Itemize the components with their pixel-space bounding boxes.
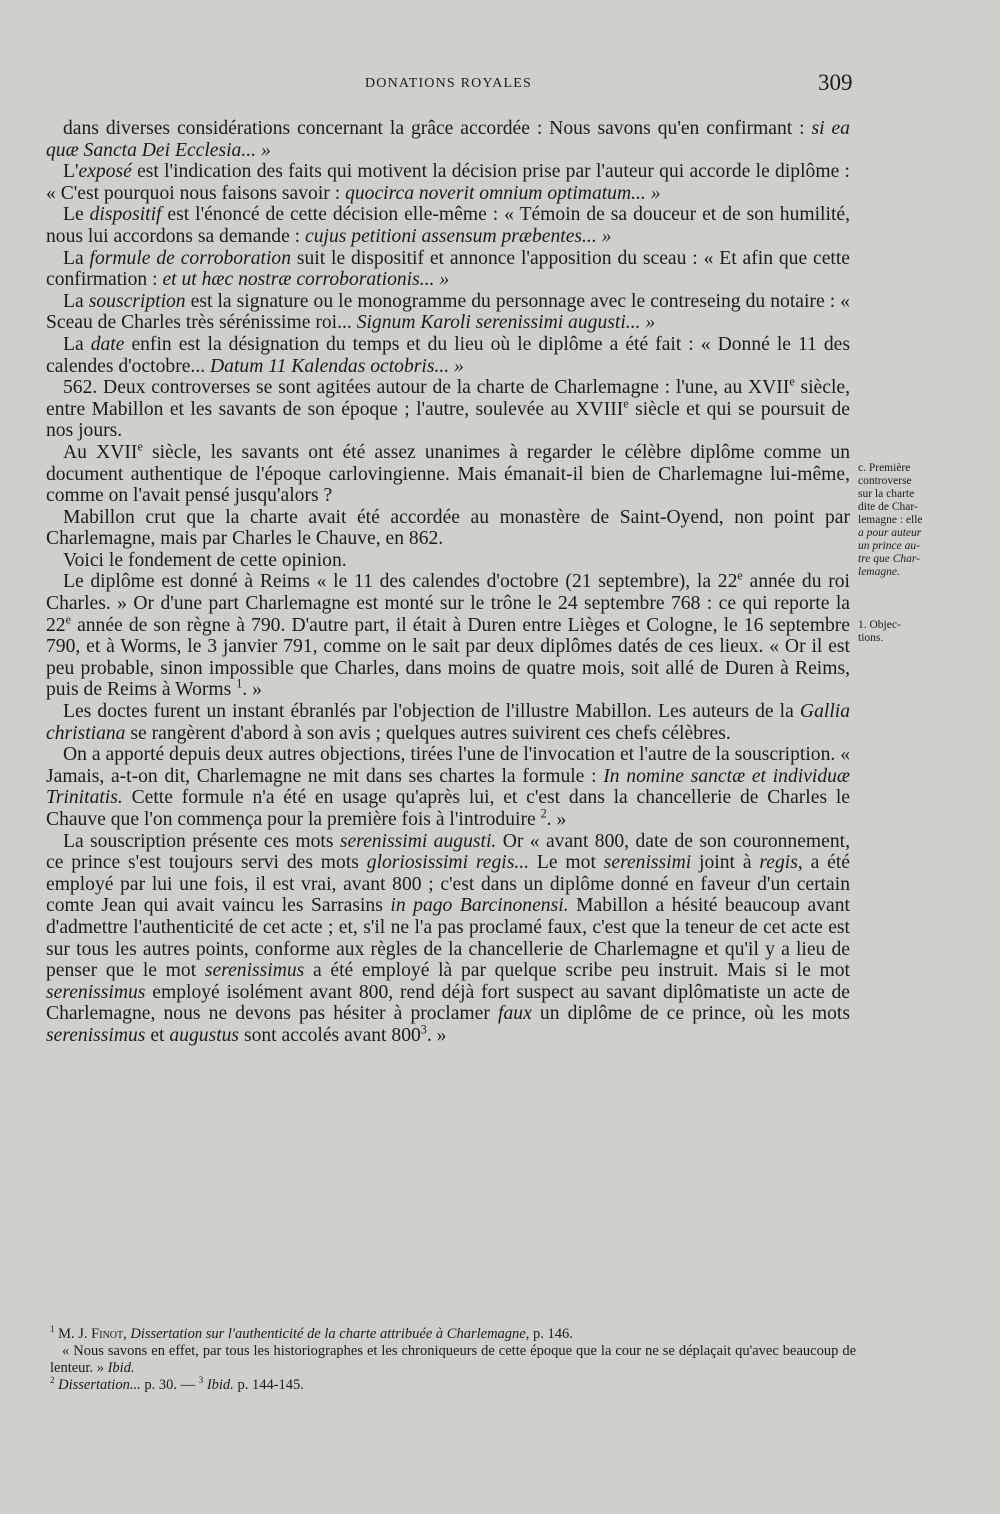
- text-run: ,: [123, 1326, 131, 1342]
- text-run: La souscription présente ces mots: [63, 830, 340, 852]
- text-run: Les doctes furent un instant ébranlés par l'objection de l'illustre Mabillon. Les auteurs de la: [63, 701, 800, 723]
- text-run: Voici le fondement de cette opinion.: [63, 549, 347, 571]
- marginal-note-line: c. Première: [858, 462, 911, 474]
- page-header: [0, 70, 1000, 104]
- text-run: La: [63, 333, 91, 355]
- italic-run: serenissimi: [603, 852, 692, 874]
- superscript-run: e: [737, 568, 743, 583]
- superscript-run: 1: [236, 676, 243, 691]
- italic-run: exposé: [78, 161, 132, 183]
- text-run: « Nous savons en effet, par tous les historiographes et les chroniqueurs de cette époque que la cour ne se déplaçait qu'avec beaucoup de lenteur. »: [50, 1343, 856, 1376]
- footnotes: [50, 1326, 856, 1394]
- text-run: a été employé là par quelque scribe peu instruit. Mais si le mot: [304, 960, 850, 982]
- text-run: est la signature ou le monogramme du personnage avec le contreseing du notaire : « Sceau de Charles très sérénissime roi...: [46, 290, 850, 334]
- text-run: Le mot: [529, 852, 604, 874]
- text-run: p. 144-145.: [233, 1377, 304, 1393]
- text-run: . »: [546, 809, 567, 830]
- paragraph-date: [46, 334, 850, 377]
- superscript-run: e: [137, 439, 143, 454]
- text-run: siècle, les savants ont été assez unanimes à regarder le célèbre diplôme comme un document authentique de l'époque carlovingienne. Mais émanait-il bien de Charlemagne lui-même, comme on l'avait pensé jusqu'alors ?: [46, 441, 850, 507]
- text-run: dans diverses considérations concernant la grâce accordée : Nous savons qu'en confirmant :: [63, 118, 812, 139]
- italic-run: Gallia christiana: [46, 701, 850, 744]
- text-run: et: [145, 1024, 170, 1046]
- text-run: enfin est la désignation du temps et du lieu où le diplôme a été fait : « Donné le 11 des calendes d'octobre...: [46, 333, 850, 377]
- text-run: année du roi Charles. » Or d'une part Charlemagne est monté sur le trône le 24 septembre 768 : ce qui reporte la 22: [46, 571, 850, 636]
- text-run: , a été employé par lui une fois, il est vrai, avant 800 ; c'est dans un diplôme donné en faveur d'un certain comte Jean qui avait vaincu les Sarrasins: [46, 852, 850, 917]
- italic-run: date: [90, 333, 125, 355]
- superscript-run: 3: [420, 1022, 427, 1037]
- paragraph-dispositif: [46, 204, 850, 247]
- text-run: est l'indication des faits qui motivent la décision prise par l'auteur qui accorde le diplôme : « C'est pourquoi nous faisons savoir :: [46, 161, 850, 204]
- footnote-1: [50, 1326, 856, 1343]
- italic-run: si ea quæ Sancta Dei Ecclesia... »: [46, 118, 850, 161]
- paragraph-serenissimi: [46, 831, 850, 1047]
- text-run: Mabillon a hésité beaucoup avant d'admettre l'authenticité de cet acte ; et, s'il ne l'a pas proclamé faux, c'est que la teneur de cet acte est sur tous les autres points, conforme aux règles de la chancellerie de Charlemagne et qu'il y a lieu de penser que le mot: [46, 895, 850, 982]
- text-run: . »: [242, 679, 262, 701]
- running-title: DONATIONS ROYALES: [365, 76, 533, 91]
- italic-run: Ibid.: [107, 1360, 135, 1376]
- text-run: M. J.: [54, 1326, 92, 1342]
- text-run: se rangèrent d'abord à son avis ; quelques autres suivirent ces chefs célèbres.: [125, 722, 731, 744]
- italic-run: augustus: [169, 1024, 240, 1046]
- text-run: siècle et qui se poursuit de nos jours.: [46, 398, 850, 442]
- footnote-1-continued: [50, 1343, 856, 1377]
- italic-run: serenissimus: [46, 981, 146, 1003]
- text-run: Or « avant 800, date de son couronnement, ce prince s'est toujours servi des mots: [46, 830, 850, 874]
- text-run: joint à: [691, 852, 760, 874]
- marginal-note-line: dite de Char-: [858, 501, 918, 513]
- marginal-note-line: lemagne : elle: [858, 514, 923, 526]
- italic-run: dispositif: [89, 204, 162, 226]
- superscript-run: e: [789, 374, 795, 389]
- text-run: Finot: [91, 1326, 124, 1342]
- italic-run: cujus petitioni assensum præbentes... »: [305, 225, 612, 247]
- italic-run: formule de corroboration: [89, 247, 292, 269]
- text-run: 562. Deux controverses se sont agitées autour de la charte de Charlemagne : l'une, au XVII: [63, 377, 790, 399]
- italic-run: gloriosissimi regis...: [366, 852, 530, 874]
- paragraph-souscription: [46, 291, 850, 334]
- paragraph-xviie-siecle: [46, 439, 850, 507]
- text-run: année de son règne à 790. D'autre part, il était à Duren entre Lièges et Cologne, le 16 septembre 790, et à Worms, le 3 janvier 791, comme on le sait par deux diplômes datés de ces lieux. « Or il est peu probable, sinon impossible que Charles, dans moins de quatre mois, soit allé de Duren à Reims, puis de Reims à Worms: [46, 614, 850, 701]
- footnote-2-3: [50, 1377, 856, 1394]
- text-run: Le diplôme est donné à Reims « le 11 des calendes d'octobre (21 septembre), la 22: [63, 571, 738, 593]
- text-run: Cette formule n'a été en usage qu'après lui, et c'est dans la chancellerie de Charles le Chauve que l'on commença pour la première fois à l'introduire: [46, 787, 850, 830]
- text-run: On a apporté depuis deux autres objections, tirées l'une de l'invocation et l'autre de la souscription. « Jamais, a-t-on dit, Charlemagne ne mit dans ses chartes la formule :: [46, 744, 850, 787]
- italic-run: Ibid.: [206, 1377, 234, 1393]
- italic-run: in pago Barcinonensi.: [390, 895, 569, 917]
- marginal-note-line: tions.: [858, 632, 884, 644]
- italic-run: faux: [498, 1003, 532, 1025]
- superscript-run: 2: [540, 806, 547, 821]
- superscript-run: 1: [50, 1324, 55, 1335]
- marginal-note-line: sur la charte: [858, 488, 915, 500]
- marginal-note-line: tre que Char-: [858, 553, 920, 565]
- italic-run: serenissimus: [46, 1024, 146, 1046]
- text-run: sont accolés avant 800: [239, 1024, 421, 1046]
- text-run: employé isolément avant 800, rend déjà fort suspect au savant diplômatiste un acte de Charlemagne, nous ne devons pas hésiter à proclamer: [46, 981, 850, 1025]
- italic-run: serenissimus: [204, 960, 305, 982]
- marginal-note-line: un prince au-: [858, 540, 920, 552]
- text-run: . »: [426, 1024, 447, 1046]
- italic-run: quocirca noverit omnium optimatum... »: [345, 182, 661, 204]
- marginal-note-premiere-controverse: [858, 462, 968, 579]
- paragraph-objections: [46, 744, 850, 830]
- italic-run: regis: [759, 852, 798, 874]
- text-run: un diplôme de ce prince, où les mots: [531, 1003, 850, 1025]
- paragraph-mabillon: [46, 507, 850, 550]
- text-run: Le: [63, 204, 90, 226]
- text-run: , p. 146.: [525, 1326, 573, 1342]
- body-text: [46, 118, 850, 1047]
- text-run: Mabillon crut que la charte avait été accordée au monastère de Saint-Oyend, non point par Charlemagne, mais par Charles le Chauve, en 862.: [46, 506, 850, 550]
- italic-run: Dissertation sur l'authenticité de la charte attribuée à Charlemagne: [130, 1326, 526, 1342]
- text-run: p. 30. —: [140, 1377, 199, 1393]
- marginal-note-line: controverse: [858, 475, 912, 487]
- italic-run: souscription: [88, 290, 186, 312]
- paragraph-reims: [46, 568, 850, 701]
- paragraph-gratia: [46, 118, 850, 161]
- paragraph-doctes: [46, 701, 850, 744]
- marginal-note-line: a pour auteur: [858, 527, 922, 539]
- text-run: est l'énoncé de cette décision elle-même : « Témoin de sa douceur et de son humilité, nous lui accordons sa demande :: [46, 204, 850, 247]
- superscript-run: 3: [198, 1375, 204, 1386]
- marginal-note-line: lemagne.: [858, 566, 900, 578]
- paragraph-expose: [46, 161, 850, 204]
- superscript-run: e: [623, 396, 629, 411]
- page-number: 309: [818, 70, 853, 95]
- text-run: L': [63, 161, 79, 183]
- marginal-note-line: 1. Objec-: [858, 619, 901, 631]
- marginal-note-objections: [858, 619, 968, 645]
- text-run: siècle, entre Mabillon et les savants de son époque ; l'autre, soulevée au XVIII: [46, 377, 850, 420]
- paragraph-562-controverses: [46, 374, 850, 442]
- italic-run: et ut hæc nostræ corroborationis... »: [162, 269, 450, 291]
- italic-run: serenissimi augusti.: [339, 830, 497, 852]
- superscript-run: 2: [50, 1375, 55, 1386]
- italic-run: Signum Karoli serenissimi augusti... »: [356, 312, 656, 334]
- text-run: La: [63, 247, 90, 269]
- paragraph-corroboration: [46, 248, 850, 291]
- text-run: suit le dispositif et annonce l'apposition du sceau : « Et afin que cette confirmation :: [46, 247, 850, 291]
- superscript-run: e: [65, 612, 71, 627]
- italic-run: Datum 11 Kalendas octobris... »: [210, 355, 464, 377]
- text-run: Au XVII: [63, 441, 138, 463]
- text-run: La: [63, 290, 89, 312]
- italic-run: In nomine sanctæ et individuæ Trinitatis.: [46, 765, 851, 809]
- italic-run: Dissertation...: [58, 1377, 141, 1393]
- paragraph-fondement: [46, 550, 850, 572]
